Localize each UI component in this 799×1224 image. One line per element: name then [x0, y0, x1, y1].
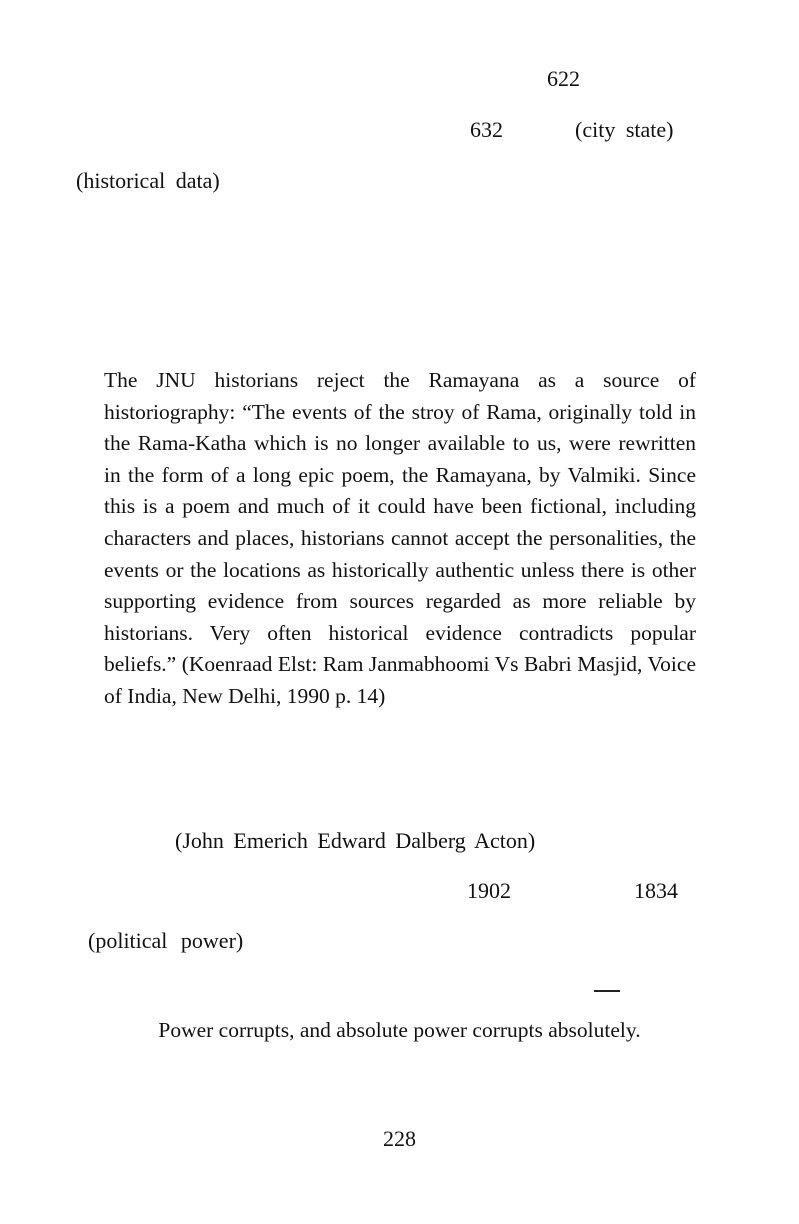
city-state-gloss: (city state) — [575, 117, 674, 142]
jnu-historians-quote: The JNU historians reject the Ramayana as a source of historiography: “The events of the stroy of Rama, originally told in the Rama-Katha which is no longer available to us, were rewritten in the form of a long epic poem, the Ramayana, by Valmiki. Since this is a poem and much of it could have been fictional, including characters and places, historians cannot accept the personalities, the events or the locations as historically authentic unless there is other supporting evidence from sources regarded as more reliable by historians. Very often historical evidence contradicts popular beliefs.” (Koenraad Elst: Ram Janmabhoomi Vs Babri Masjid, Voice of India, New Delhi, 1990 p. 14) — [104, 368, 696, 708]
acton-power-quote: Power corrupts, and absolute power corrupts absolutely. — [158, 1018, 641, 1042]
em-dash-divider — [594, 990, 620, 992]
number-632: 632 — [470, 117, 503, 142]
page-number: 228 — [383, 1126, 416, 1151]
acton-full-name: (John Emerich Edward Dalberg Acton) — [175, 828, 536, 853]
year-1902: 1902 — [467, 878, 511, 903]
historical-data-gloss: (historical data) — [76, 168, 220, 193]
number-622: 622 — [547, 66, 580, 91]
political-power-gloss: (political power) — [88, 928, 244, 953]
year-1834: 1834 — [634, 878, 678, 903]
